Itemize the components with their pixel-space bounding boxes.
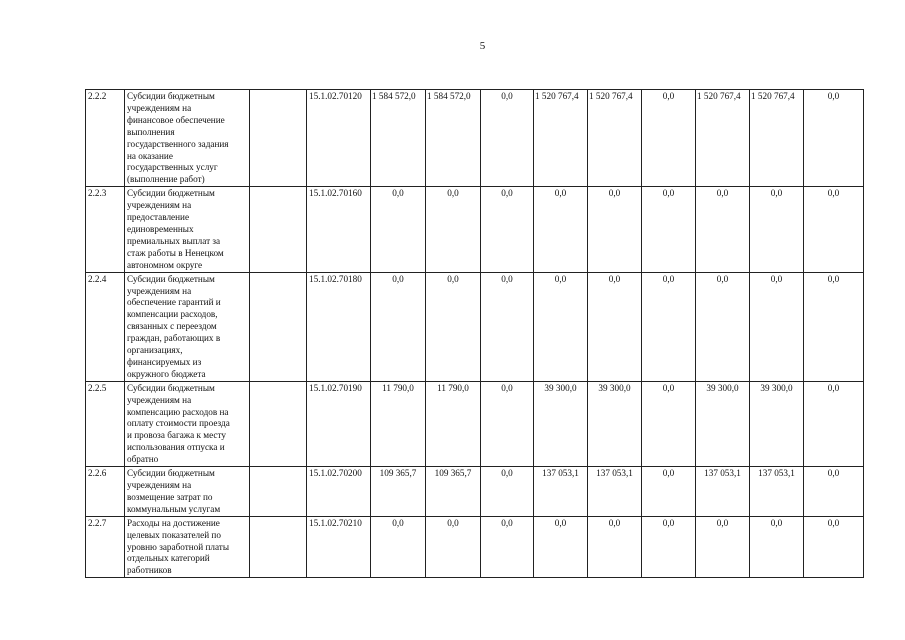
description-line: стаж работы в Ненецком [127,247,224,258]
budget-code: 15.1.02.70190 [307,381,371,466]
amount-cell: 0,0 [426,272,481,381]
amount-cell: 0,0 [804,272,864,381]
amount-cell: 0,0 [750,516,804,578]
description-line: финансовое обеспечение [127,114,225,125]
description-line: государственных услуг [127,162,218,173]
item-number: 2.2.2 [86,90,125,187]
amount-cell: 0,0 [588,272,642,381]
description-line: использования отпуска и [127,442,225,453]
description-line: отдельных категорий [127,553,210,564]
amount-cell: 0,0 [750,272,804,381]
amount-cell: 0,0 [804,516,864,578]
amount-cell: 1 520 767,4 [750,90,804,187]
amount-cell: 0,0 [642,381,696,466]
description-line: Субсидии бюджетным [127,468,215,479]
description-line: государственного задания [127,138,229,149]
description-line: учреждениям на [127,102,192,113]
item-number: 2.2.5 [86,381,125,466]
amount-cell: 0,0 [481,272,534,381]
amount-cell: 0,0 [804,467,864,517]
empty-cell [250,516,307,578]
item-description [125,272,250,381]
amount-cell: 0,0 [371,516,426,578]
amount-cell: 137 053,1 [696,467,750,517]
amount-cell: 0,0 [371,187,426,272]
amount-cell: 0,0 [481,381,534,466]
description-line: Субсидии бюджетным [127,382,215,393]
description-line: учреждениям на [127,480,192,490]
budget-code: 15.1.02.70120 [307,90,371,187]
item-number: 2.2.6 [86,467,125,517]
description-line: граждан, работающих в [127,333,221,344]
amount-cell: 0,0 [696,272,750,381]
item-number: 2.2.7 [86,516,125,578]
description-line: уровню заработной платы [127,541,229,552]
description-line: оплату стоимости проезда [127,418,230,429]
empty-cell [250,467,307,517]
amount-cell: 11 790,0 [426,381,481,466]
amount-cell: 0,0 [804,381,864,466]
amount-cell: 0,0 [588,516,642,578]
empty-cell [250,272,307,381]
item-number: 2.2.3 [86,187,125,272]
budget-table [85,89,864,578]
item-description [125,381,250,466]
description-line: автономном округе [127,259,203,270]
amount-cell: 0,0 [426,187,481,272]
description-line: целевых показателей по [127,529,221,540]
amount-cell: 0,0 [696,187,750,272]
amount-cell: 1 584 572,0 [371,90,426,187]
item-description [125,467,250,517]
description-line: Субсидии бюджетным [127,91,215,101]
amount-cell: 109 365,7 [426,467,481,517]
description-line: Субсидии бюджетным [127,273,215,284]
description-line: компенсацию расходов на [127,406,229,417]
amount-cell: 0,0 [804,187,864,272]
amount-cell: 1 520 767,4 [588,90,642,187]
item-description [125,516,250,578]
amount-cell: 0,0 [642,467,696,517]
description-line: финансируемых из [127,356,202,367]
amount-cell: 0,0 [642,516,696,578]
description-line: обратно [127,454,159,465]
amount-cell: 0,0 [534,516,588,578]
description-line: единовременных [127,223,194,234]
amount-cell: 1 520 767,4 [534,90,588,187]
amount-cell: 0,0 [696,516,750,578]
description-line: обеспечение гарантий и [127,297,221,308]
amount-cell: 0,0 [534,187,588,272]
amount-cell: 137 053,1 [588,467,642,517]
amount-cell: 0,0 [371,272,426,381]
description-line: коммунальным услугам [127,503,221,514]
budget-code: 15.1.02.70210 [307,516,371,578]
table-row [86,187,864,272]
description-line: премиальных выплат за [127,235,221,246]
amount-cell: 0,0 [642,90,696,187]
amount-cell: 11 790,0 [371,381,426,466]
description-line: предоставление [127,212,190,223]
description-line: выполнения [127,126,175,137]
amount-cell: 137 053,1 [750,467,804,517]
description-line: (выполнение работ) [127,174,205,185]
description-line: организациях, [127,345,183,356]
table-row [86,467,864,517]
description-line: учреждениям на [127,394,192,405]
amount-cell: 0,0 [481,187,534,272]
amount-cell: 0,0 [642,272,696,381]
budget-code: 15.1.02.70180 [307,272,371,381]
amount-cell: 0,0 [481,467,534,517]
amount-cell: 137 053,1 [534,467,588,517]
amount-cell: 0,0 [481,516,534,578]
amount-cell: 0,0 [426,516,481,578]
item-description [125,90,250,187]
table-row [86,90,864,187]
description-line: на оказание [127,150,173,161]
empty-cell [250,90,307,187]
empty-cell [250,381,307,466]
amount-cell: 1 520 767,4 [696,90,750,187]
amount-cell: 109 365,7 [371,467,426,517]
description-line: работников [127,565,172,576]
table-row [86,381,864,466]
description-line: Субсидии бюджетным [127,188,215,199]
item-number: 2.2.4 [86,272,125,381]
table-body [86,90,864,578]
budget-code: 15.1.02.70160 [307,187,371,272]
description-line: возмещение затрат по [127,491,213,502]
amount-cell: 0,0 [588,187,642,272]
description-line: окружного бюджета [127,368,206,379]
amount-cell: 0,0 [481,90,534,187]
amount-cell: 0,0 [804,90,864,187]
page-number: 5 [479,40,486,52]
description-line: учреждениям на [127,200,192,211]
table-row [86,516,864,578]
description-line: учреждениям на [127,285,192,296]
description-line: компенсации расходов, [127,309,218,320]
table-row [86,272,864,381]
amount-cell: 39 300,0 [750,381,804,466]
empty-cell [250,187,307,272]
amount-cell: 39 300,0 [588,381,642,466]
item-description [125,187,250,272]
amount-cell: 0,0 [534,272,588,381]
amount-cell: 39 300,0 [696,381,750,466]
amount-cell: 39 300,0 [534,381,588,466]
description-line: Расходы на достижение [127,517,220,528]
amount-cell: 1 584 572,0 [426,90,481,187]
amount-cell: 0,0 [750,187,804,272]
amount-cell: 0,0 [642,187,696,272]
description-line: связанных с переездом [127,321,217,332]
budget-code: 15.1.02.70200 [307,467,371,517]
description-line: и провоза багажа к месту [127,430,226,441]
